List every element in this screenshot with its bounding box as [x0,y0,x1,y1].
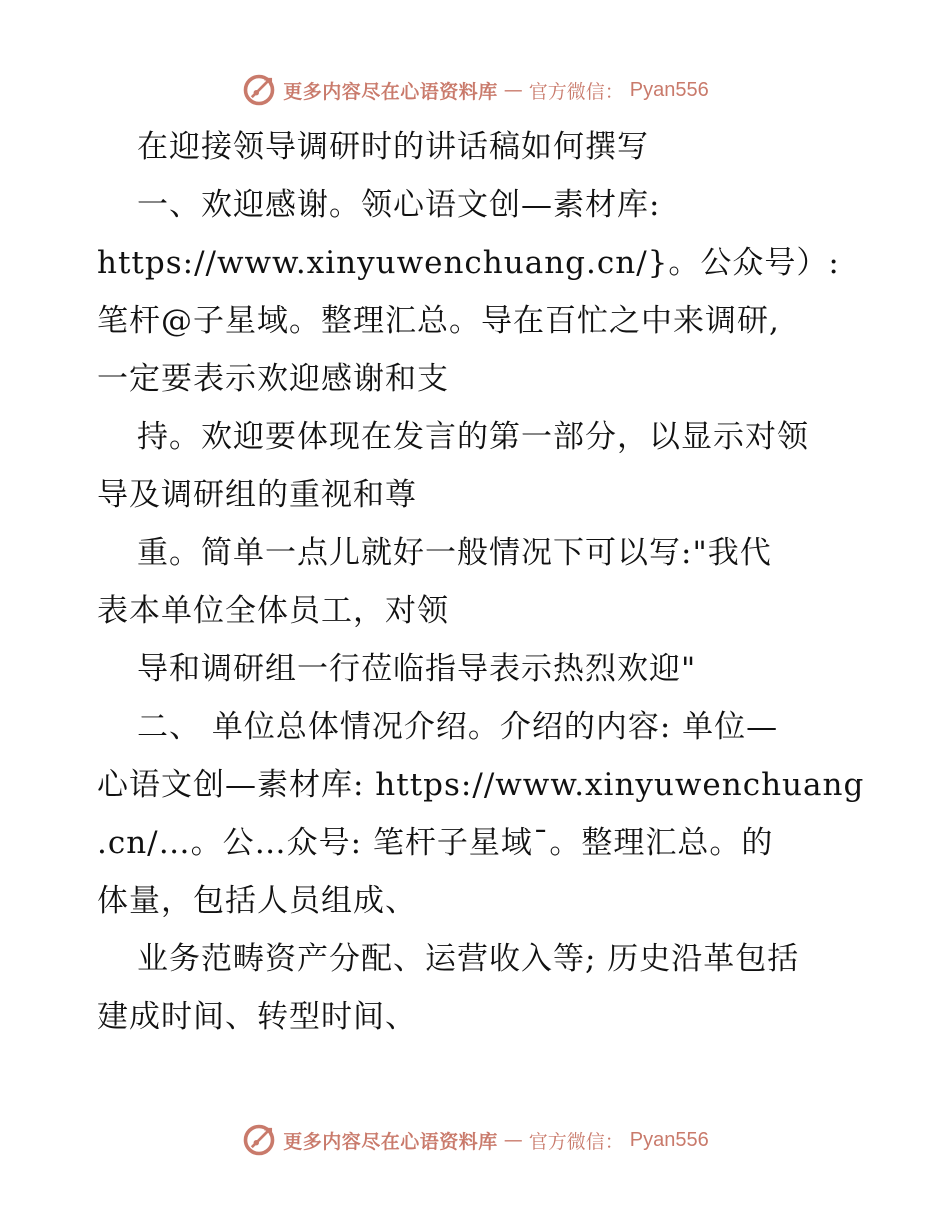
document-line: 心语文创—素材库: https://www.xinyuwenchuang [97,767,865,803]
document-line: 建成时间、转型时间、 [97,999,417,1035]
header-banner-main-text: 更多内容尽在心语资料库 [283,80,498,103]
document-line: https://www.xinyuwenchuang.cn/}。公众号）: [97,245,840,281]
brand-logo-icon [241,72,277,108]
footer-banner-separator: — [503,1129,523,1151]
header-banner-wechat-id: Pyan556 [629,78,709,101]
document-line: 表本单位全体员工，对领 [97,593,449,629]
document-line: 体量，包括人员组成、 [97,883,417,919]
header-banner-separator: — [503,79,523,101]
document-line: 导和调研组一行莅临指导表示热烈欢迎" [137,651,697,687]
footer-banner-wechat-id: Pyan556 [629,1128,709,1151]
document-line: 二、 单位总体情况介绍。介绍的内容: 单位— [137,709,779,745]
document-line: 业务范畴资产分配、运营收入等; 历史沿革包括 [137,941,800,977]
document-line: 一定要表示欢迎感谢和支 [97,361,449,397]
document-line: 重。简单一点儿就好一般情况下可以写:"我代 [137,535,772,571]
footer-banner-main-text: 更多内容尽在心语资料库 [283,1130,498,1153]
document-line: 笔杆@子星域。整理汇总。导在百忙之中来调研, [97,303,780,339]
document-line: .cn/…。公…众号: 笔杆子星域¯。整理汇总。的 [97,825,774,861]
document-body [97,118,865,1046]
header-banner [0,68,950,112]
brand-logo-icon [241,1122,277,1158]
document-line: 一、欢迎感谢。领心语文创—素材库: [137,187,661,223]
footer-banner [0,1118,950,1162]
document-line: 导及调研组的重视和尊 [97,477,417,513]
footer-banner-sub-text: 官方微信： [528,1130,624,1153]
document-line: 持。欢迎要体现在发言的第一部分，以显示对领 [137,419,809,455]
header-banner-sub-text: 官方微信： [528,80,624,103]
document-title: 在迎接领导调研时的讲话稿如何撰写 [137,129,649,165]
